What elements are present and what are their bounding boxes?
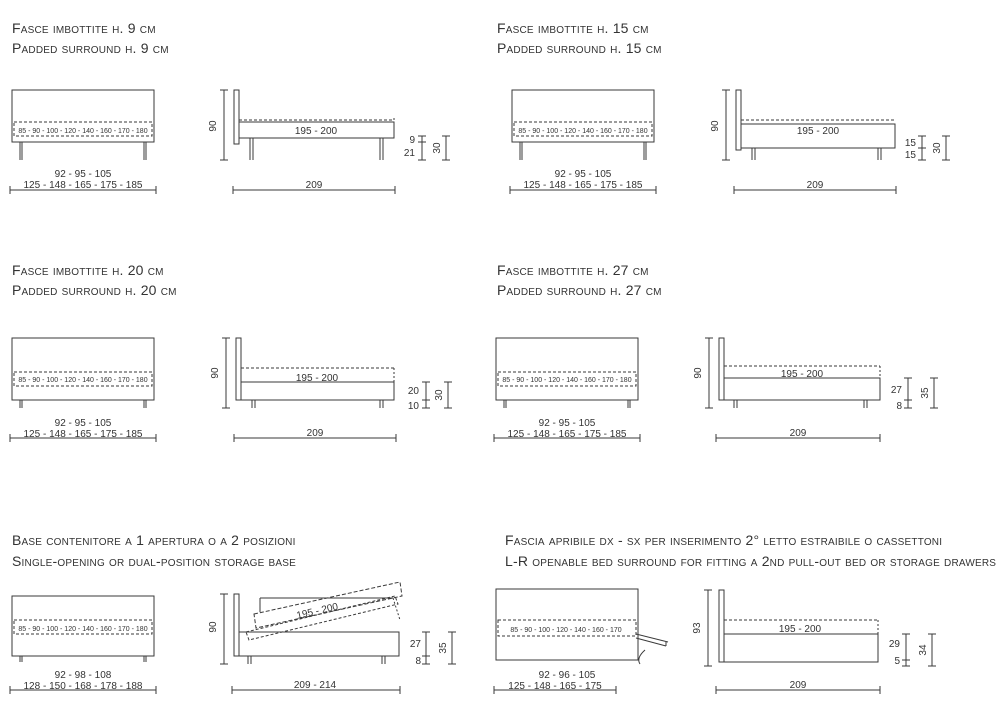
section-2-front-view — [510, 90, 656, 194]
section-1-internal-widths: 92 - 95 - 105 — [54, 169, 112, 180]
section-6-overall-length: 209 — [789, 680, 807, 691]
section-3-overall-length: 209 — [306, 428, 324, 439]
section-3-side-view — [210, 338, 452, 442]
section-3-mattress-length: 195 - 200 — [295, 373, 339, 384]
section-4-title-en: Padded surround h. 27 cm — [497, 282, 662, 298]
section-6-mattress-sizes: 85 - 90 - 100 - 120 - 140 - 160 - 170 — [510, 627, 622, 634]
section-1-mattress-sizes: 85 - 90 - 100 - 120 - 140 - 160 - 170 - 180 — [18, 128, 148, 135]
section-3-title-en: Padded surround h. 20 cm — [12, 282, 177, 298]
section-2-total-height: 30 — [932, 142, 943, 154]
section-5-title-it: Base contenitore a 1 apertura o a 2 posizioni — [12, 532, 296, 548]
section-1-headboard-height: 90 — [208, 120, 219, 132]
section-5-internal-widths: 92 - 98 - 108 — [54, 670, 112, 681]
section-2-mattress-length: 195 - 200 — [796, 126, 840, 137]
section-4-clearance: 8 — [896, 401, 902, 412]
section-5-side-view — [208, 582, 456, 694]
section-4-surround-height: 27 — [890, 385, 902, 396]
section-4-headboard-height: 90 — [693, 367, 704, 379]
section-6-clearance: 5 — [894, 656, 900, 667]
section-6-external-widths: 125 - 148 - 165 - 175 — [508, 681, 602, 692]
section-1-total-height: 30 — [432, 142, 443, 154]
section-6-mattress-length: 195 - 200 — [778, 624, 822, 635]
section-5-mattress-length: 195 - 200 — [295, 601, 340, 622]
section-2-title-it: Fasce imbottite h. 15 cm — [497, 20, 649, 36]
section-1-side-view — [208, 90, 450, 194]
section-3-front-view — [10, 338, 156, 442]
section-5-total-height: 35 — [438, 642, 449, 654]
section-6-total-height: 34 — [918, 644, 929, 656]
section-5-headboard-height: 90 — [208, 621, 219, 633]
section-6-side-view — [692, 590, 936, 694]
section-1-mattress-length: 195 - 200 — [294, 126, 338, 137]
section-5-external-widths: 128 - 150 - 168 - 178 - 188 — [23, 681, 143, 692]
section-2-overall-length: 209 — [806, 180, 824, 191]
section-5-surround-height: 27 — [409, 639, 421, 650]
section-3-external-widths: 125 - 148 - 165 - 175 - 185 — [23, 429, 143, 440]
section-4-mattress-sizes: 85 - 90 - 100 - 120 - 140 - 160 - 170 - 180 — [502, 377, 632, 384]
section-6-internal-widths: 92 - 96 - 105 — [538, 670, 596, 681]
section-3-headboard-height: 90 — [210, 367, 221, 379]
section-3-title-it: Fasce imbottite h. 20 cm — [12, 262, 164, 278]
section-4-overall-length: 209 — [789, 428, 807, 439]
section-3-surround-height: 20 — [407, 386, 419, 397]
section-1-clearance: 21 — [403, 148, 415, 159]
section-4-title-it: Fasce imbottite h. 27 cm — [497, 262, 649, 278]
section-1-title-en: Padded surround h. 9 cm — [12, 40, 169, 56]
section-5-title-en: Single-opening or dual-position storage base — [12, 553, 297, 569]
section-2-surround-height: 15 — [904, 138, 916, 149]
section-2-title-en: Padded surround h. 15 cm — [497, 40, 662, 56]
section-5-overall-length: 209 - 214 — [293, 680, 337, 691]
section-4-external-widths: 125 - 148 - 165 - 175 - 185 — [507, 429, 627, 440]
section-4-internal-widths: 92 - 95 - 105 — [538, 418, 596, 429]
section-6-headboard-height: 93 — [692, 622, 703, 634]
section-4-total-height: 35 — [920, 387, 931, 399]
section-2-mattress-sizes: 85 - 90 - 100 - 120 - 140 - 160 - 170 - 180 — [518, 128, 648, 135]
section-2-headboard-height: 90 — [710, 120, 721, 132]
section-5-clearance: 8 — [415, 656, 421, 667]
section-2-internal-widths: 92 - 95 - 105 — [554, 169, 612, 180]
section-1-front-view — [10, 90, 156, 194]
section-4-mattress-length: 195 - 200 — [780, 369, 824, 380]
section-6-surround-height: 29 — [888, 639, 900, 650]
section-2-clearance: 15 — [904, 150, 916, 161]
section-3-clearance: 10 — [407, 401, 419, 412]
section-4-side-view — [693, 338, 938, 442]
section-6-front-view — [494, 589, 668, 694]
section-1-external-widths: 125 - 148 - 165 - 175 - 185 — [23, 180, 143, 191]
section-1-surround-height: 9 — [409, 135, 415, 146]
section-6-title-en: L-R openable bed surround for fitting a 2nd pull-out bed or storage drawers — [505, 553, 997, 569]
section-3-total-height: 30 — [434, 389, 445, 401]
section-6-title-it: Fascia apribile dx - sx per inserimento 2° letto estraibile o cassettoni — [505, 532, 943, 548]
section-1-overall-length: 209 — [305, 180, 323, 191]
section-2-side-view — [710, 90, 950, 194]
section-2-external-widths: 125 - 148 - 165 - 175 - 185 — [523, 180, 643, 191]
section-4-front-view — [494, 338, 640, 442]
section-3-mattress-sizes: 85 - 90 - 100 - 120 - 140 - 160 - 170 - 180 — [18, 377, 148, 384]
section-1-title-it: Fasce imbottite h. 9 cm — [12, 20, 156, 36]
section-3-internal-widths: 92 - 95 - 105 — [54, 418, 112, 429]
section-5-front-view — [10, 596, 156, 694]
section-5-mattress-sizes: 85 - 90 - 100 - 120 - 140 - 160 - 170 - 180 — [18, 626, 148, 633]
